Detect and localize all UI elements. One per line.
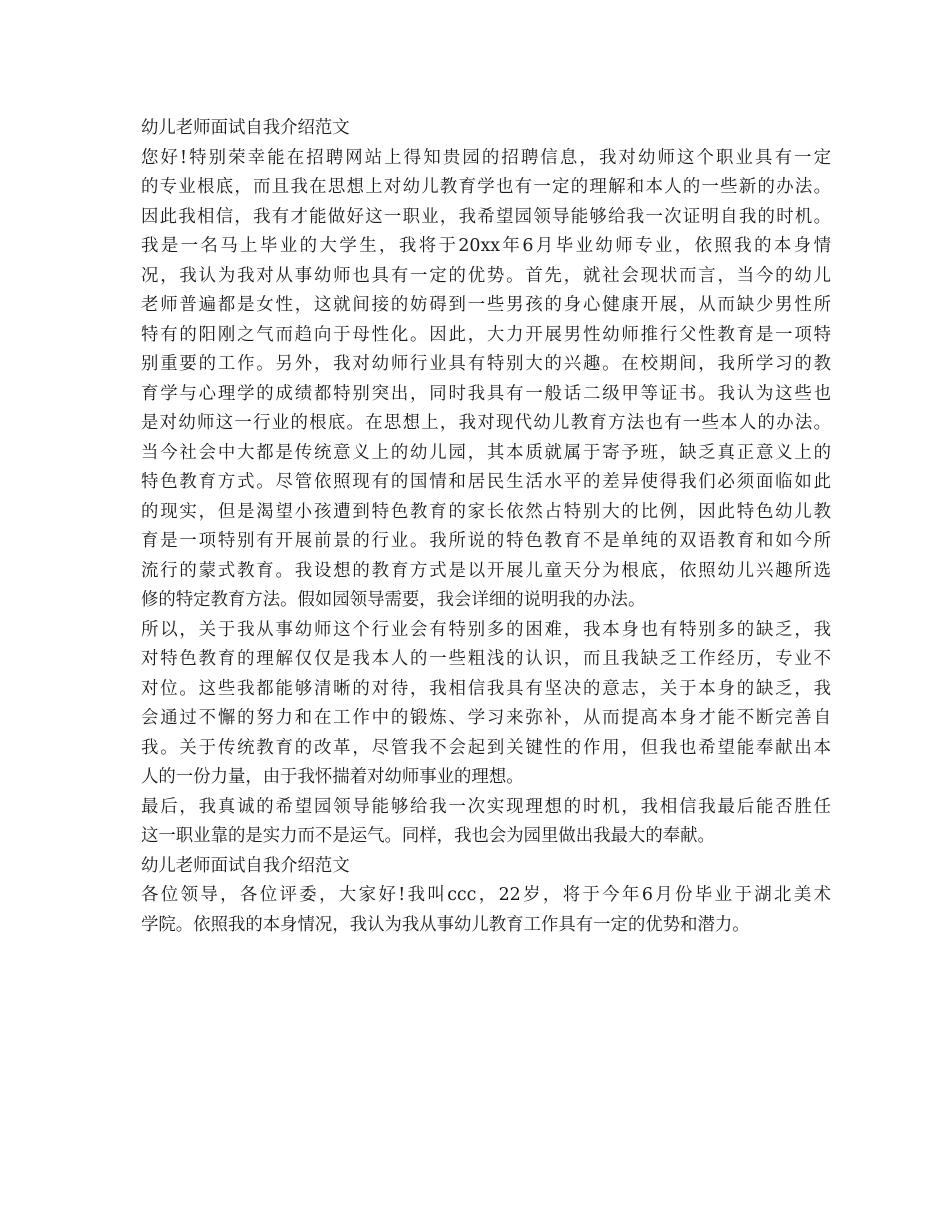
- text-line: 对特色教育的理解仅仅是我本人的一些粗浅的认识，而且我缺乏工作经历，专业不: [141, 649, 831, 669]
- text-line: 人的一份力量，由于我怀揣着对幼师事业的理想。: [141, 767, 524, 787]
- document-body: [141, 114, 831, 940]
- text-line: 的现实，但是渴望小孩遭到特色教育的家长依然占特别大的比例，因此特色幼儿教: [141, 501, 831, 522]
- text-line: 的专业根底，而且我在思想上对幼儿教育学也有一定的理解和本人的一些新的办法。: [141, 177, 831, 197]
- text-line: 是对幼师这一行业的根底。在思想上，我对现代幼儿教育方法也有一些本人的办法。: [141, 413, 831, 433]
- text-line: 我是一名马上毕业的大学生，我将于20xx年6月毕业幼师专业，依照我的本身情: [141, 236, 831, 256]
- text-line: 您好!特别荣幸能在招聘网站上得知贵园的招聘信息，我对幼师这个职业具有一定: [141, 147, 831, 168]
- text-line: 所以，关于我从事幼师这个行业会有特别多的困难，我本身也有特别多的缺乏，我: [141, 619, 831, 640]
- text-line: 修的特定教育方法。假如园领导需要，我会详细的说明我的办法。: [141, 590, 646, 610]
- text-line: 我。关于传统教育的改革，尽管我不会起到关键性的作用，但我也希望能奉献出本: [141, 737, 831, 758]
- text-line: 当今社会中大都是传统意义上的幼儿园，其本质就属于寄予班，缺乏真正意义上的: [141, 442, 831, 463]
- document-title: 幼儿老师面试自我介绍范文: [141, 118, 350, 138]
- text-line: 最后，我真诚的希望园领导能够给我一次实现理想的时机，我相信我最后能否胜任: [141, 796, 831, 817]
- text-line: 育学与心理学的成绩都特别突出，同时我具有一般话二级甲等证书。我认为这些也: [141, 383, 831, 404]
- text-line: 各位领导，各位评委，大家好!我叫ccc，22岁，将于今年6月份毕业于湖北美术: [141, 885, 831, 905]
- text-line: 学院。依照我的本身情况，我认为我从事幼儿教育工作具有一定的优势和潜力。: [141, 914, 750, 935]
- text-line: 特有的阳刚之气而趋向于母性化。因此，大力开展男性幼师推行父性教育是一项特: [141, 324, 831, 345]
- text-line: 老师普遍都是女性，这就间接的妨碍到一些男孩的身心健康开展，从而缺少男性所: [141, 295, 831, 315]
- text-line: 因此我相信，我有才能做好这一职业，我希望园领导能够给我一次证明自我的时机。: [141, 206, 831, 227]
- text-line: 流行的蒙式教育。我设想的教育方式是以开展儿童天分为根底，依照幼儿兴趣所选: [141, 560, 831, 581]
- section-title: 幼儿老师面试自我介绍范文: [141, 855, 350, 876]
- text-line: 会通过不懈的努力和在工作中的锻炼、学习来弥补，从而提高本身才能不断完善自: [141, 708, 831, 728]
- text-line: 特色教育方式。尽管依照现有的国情和居民生活水平的差异使得我们必须面临如此: [141, 472, 831, 492]
- text-line: 这一职业靠的是实力而不是运气。同样，我也会为园里做出我最大的奉献。: [141, 826, 715, 846]
- text-line: 况，我认为我对从事幼师也具有一定的优势。首先，就社会现状而言，当今的幼儿: [141, 265, 831, 286]
- text-line: 育是一项特别有开展前景的行业。我所说的特色教育不是单纯的双语教育和如今所: [141, 531, 831, 551]
- text-line: 对位。这些我都能够清晰的对待，我相信我具有坚决的意志，关于本身的缺乏，我: [141, 678, 831, 699]
- text-line: 别重要的工作。另外，我对幼师行业具有特别大的兴趣。在校期间，我所学习的教: [141, 354, 831, 374]
